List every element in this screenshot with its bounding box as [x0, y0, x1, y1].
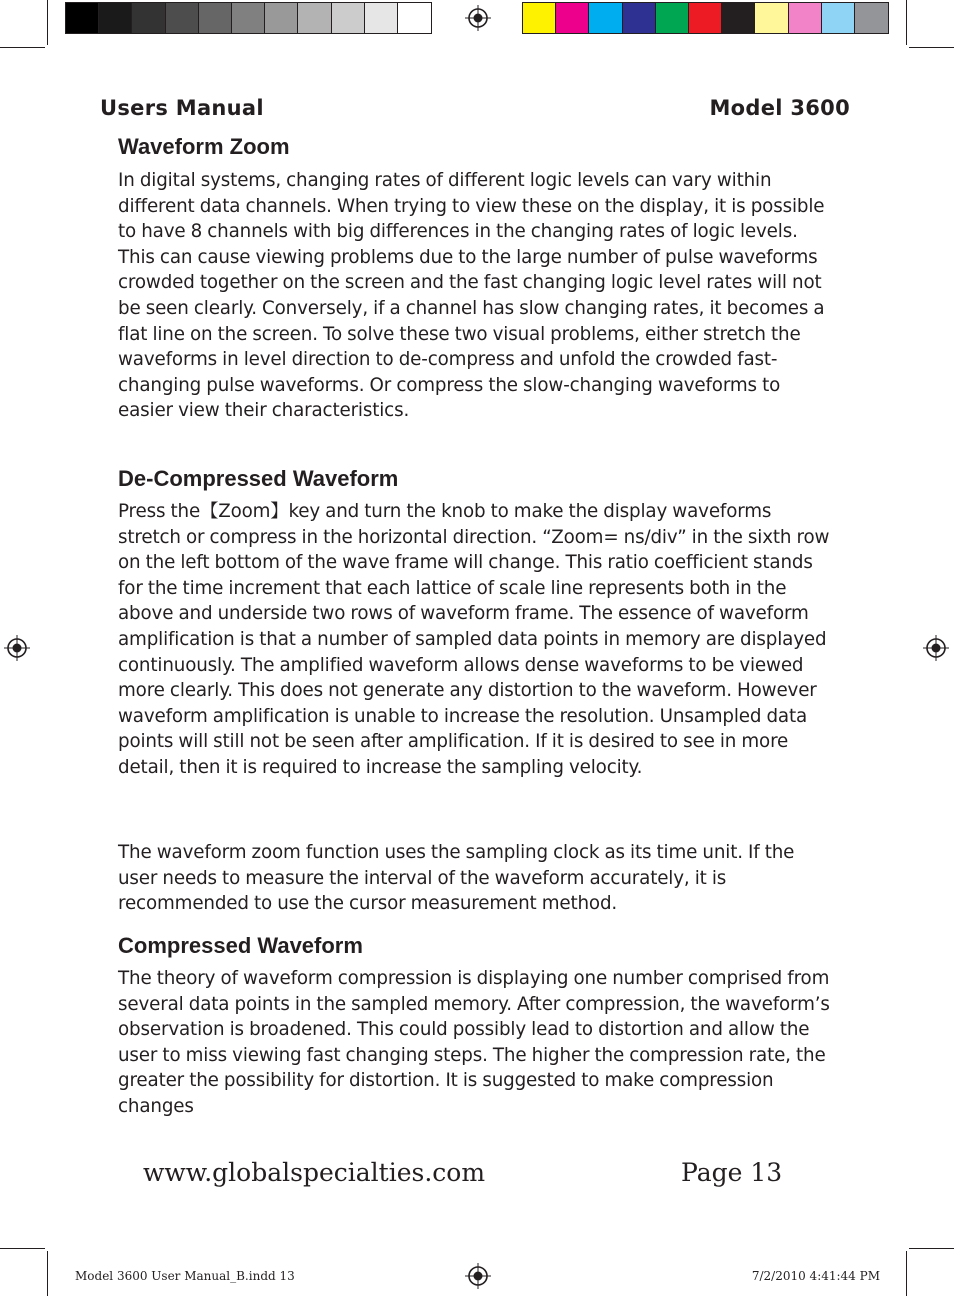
color-swatch: [623, 3, 656, 33]
registration-target-icon: [923, 635, 949, 661]
color-swatch: [556, 3, 589, 33]
header-manual-title: Users Manual: [100, 96, 264, 120]
color-swatch: [722, 3, 755, 33]
section-heading-compressed-waveform: Compressed Waveform: [118, 933, 363, 958]
crop-mark-bottom-left-h: [0, 1248, 45, 1249]
crop-mark-bottom-right-v: [906, 1251, 907, 1296]
gray-swatch: [132, 3, 165, 33]
registration-target-icon: [465, 5, 491, 31]
slug-filename: Model 3600 User Manual_B.indd 13: [75, 1269, 295, 1283]
gray-swatch: [332, 3, 365, 33]
registration-target-icon: [465, 1263, 491, 1289]
paragraph-waveform-zoom: In digital systems, changing rates of different logic levels can vary within different data channels. When trying to view these on the display, it is possible to have 8 channels with big differences in the changing rates of logic levels. This can cause viewing problems due to the large number of pulse waveforms crowded together on the screen and the fast changing logic level rates will not be seen clearly. Conversely, if a channel has slow changing rates, it becomes a flat line on the screen. To solve these two visual problems, either stretch the waveforms in level direction to de-compress and unfold the crowded fast-changing pulse waveforms. Or compress the slow-changing waveforms to easier view their characteristics.: [118, 170, 825, 422]
crop-mark-bottom-right-h: [909, 1248, 954, 1249]
paragraph-compressed-waveform: The theory of waveform compression is displaying one number comprised from several data points in the sampled memory. After compression, the waveform’s observation is broadened. This could possibly lead to distortion and allow the user to miss viewing fast changing steps. The higher the compression rate, the greater the possibility for distortion. It is suggested to make compression changes: [118, 968, 830, 1117]
paragraph-zoom-function: The waveform zoom function uses the sampling clock as its time unit. If the user needs to measure the interval of the waveform accurately, it is recommended to use the cursor measurement method.: [118, 842, 795, 915]
color-swatch: [589, 3, 622, 33]
section-heading-de-compressed-waveform: De-Compressed Waveform: [118, 466, 399, 491]
color-swatch: [855, 3, 888, 33]
gray-swatch: [365, 3, 398, 33]
gray-swatch: [298, 3, 331, 33]
gray-swatch: [265, 3, 298, 33]
crop-mark-top-right-h: [909, 47, 954, 48]
gray-swatch: [199, 3, 232, 33]
crop-mark-top-left-h: [0, 47, 45, 48]
registration-target-icon: [4, 635, 30, 661]
header-model-name: Model 3600: [709, 96, 850, 120]
section-heading-waveform-zoom: Waveform Zoom: [118, 134, 290, 159]
color-swatch: [755, 3, 788, 33]
gray-swatch: [398, 3, 431, 33]
crop-mark-bottom-left-v: [47, 1251, 48, 1296]
color-swatch: [822, 3, 855, 33]
crop-mark-top-right-v: [906, 0, 907, 45]
gray-swatch: [232, 3, 265, 33]
paragraph-de-compressed-waveform: Press the【Zoom】key and turn the knob to make the display waveforms stretch or compress in the horizontal direction. “Zoom= ns/div” in the sixth row on the left bottom of the wave frame will change. This ratio coefficient stands for the time increment that each lattice of scale line represents both in the above and underside two rows of waveform frame. The essence of waveform amplification is that a number of sampled data points in memory are displayed continuously. The amplified waveform allows dense waveforms to be viewed more clearly. This does not generate any distortion to the waveform. However waveform amplification is unable to increase the resolution. Unsampled data points will still not be seen after amplification. If it is desired to see in more detail, then it is required to increase the sampling velocity.: [118, 501, 830, 778]
process-color-bar: [522, 2, 889, 34]
footer-page-number: Page 13: [681, 1158, 783, 1187]
gray-swatch: [66, 3, 99, 33]
color-swatch: [656, 3, 689, 33]
gray-swatch: [99, 3, 132, 33]
color-swatch: [789, 3, 822, 33]
footer-website: www.globalspecialties.com: [143, 1158, 486, 1187]
color-swatch: [689, 3, 722, 33]
slug-timestamp: 7/2/2010 4:41:44 PM: [751, 1269, 880, 1283]
grayscale-color-bar: [65, 2, 432, 34]
gray-swatch: [166, 3, 199, 33]
color-swatch: [523, 3, 556, 33]
crop-mark-top-left-v: [47, 0, 48, 45]
